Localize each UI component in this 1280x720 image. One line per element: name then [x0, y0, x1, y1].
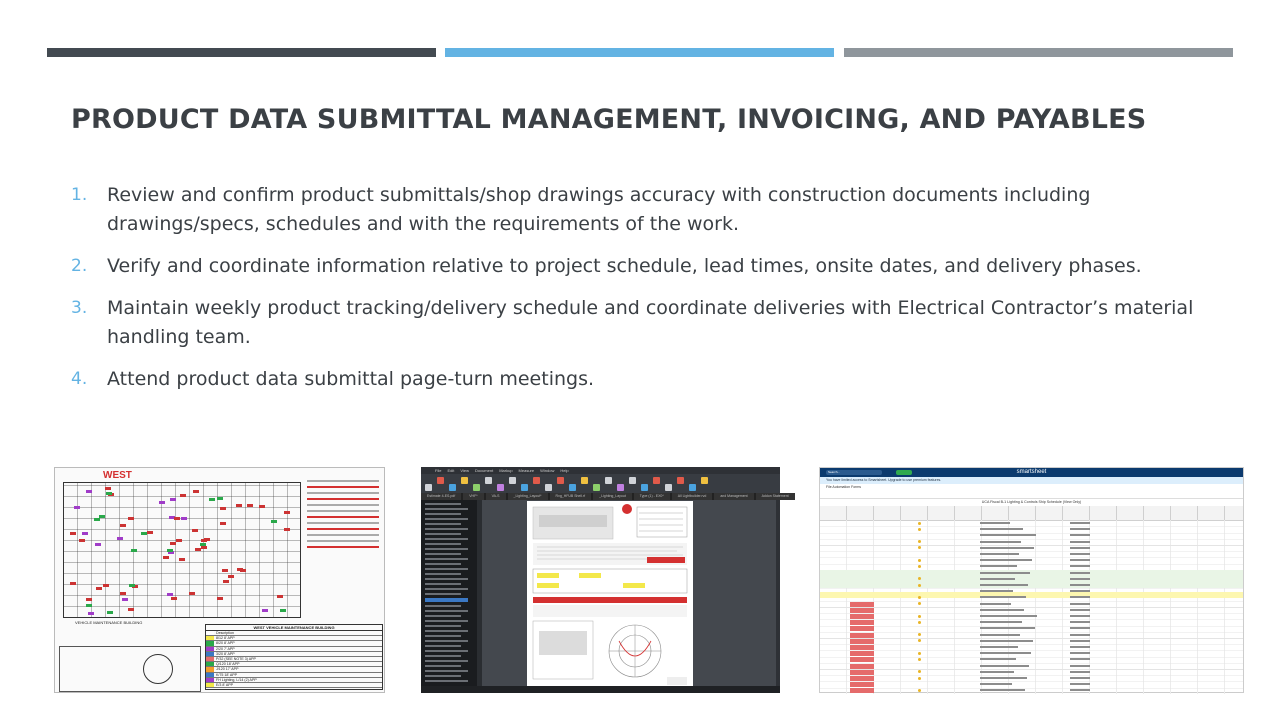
- late-flag-cell: [850, 682, 874, 687]
- row-highlight: [820, 592, 1243, 598]
- cell-text: [1070, 565, 1090, 567]
- sheet-name: UCA Fiscal B-1 Lighting & Controls Ship Schedule (View Only): [981, 500, 1082, 504]
- status-dot: [918, 565, 921, 568]
- late-flag-cell: [850, 620, 874, 625]
- fixture-mark: [220, 507, 226, 510]
- viewer-tool-icon[interactable]: [605, 477, 612, 484]
- fixture-mark: [70, 532, 76, 535]
- fixture-mark: [88, 612, 94, 615]
- cell-text: [1070, 590, 1090, 592]
- viewer-tool-icon[interactable]: [497, 484, 504, 491]
- pdf-viewer-thumbnail: [421, 467, 789, 693]
- markup-list-row[interactable]: [425, 593, 461, 595]
- viewer-menu-item[interactable]: File: [435, 468, 442, 473]
- status-dot: [918, 596, 921, 599]
- cell-text: [1070, 584, 1090, 586]
- accent-bar-blue: [445, 48, 834, 57]
- fixture-mark: [222, 569, 228, 572]
- fixture-mark: [193, 490, 199, 493]
- late-flag-cell: [850, 645, 874, 650]
- markup-list-row[interactable]: [425, 625, 461, 627]
- cell-text: [980, 565, 1017, 567]
- cell-text: [1070, 640, 1090, 642]
- viewer-tool-icon[interactable]: [425, 484, 432, 491]
- fixture-mark: [131, 549, 137, 552]
- viewer-menubar: [421, 467, 780, 474]
- cell-text: [980, 621, 1022, 623]
- late-flag-cell: [850, 633, 874, 638]
- viewer-tool-icon[interactable]: [521, 484, 528, 491]
- fixture-mark: [174, 517, 180, 520]
- cell-text: [1070, 658, 1090, 660]
- fixture-mark: [107, 611, 113, 614]
- markup-list-row[interactable]: [425, 513, 461, 515]
- list-item: [71, 365, 1221, 394]
- drawing-caption: VEHICLE MAINTENANCE BUILDING: [75, 620, 143, 625]
- status-dot: [918, 633, 921, 636]
- viewer-tool-icon[interactable]: [665, 484, 672, 491]
- list-text: Attend product data submittal page-turn meetings.: [107, 368, 595, 390]
- cell-text: [1070, 528, 1090, 530]
- viewer-tool-icon[interactable]: [461, 477, 468, 484]
- markup-list-row[interactable]: [425, 543, 461, 545]
- status-dot: [918, 689, 921, 692]
- cell-text: [980, 528, 1023, 530]
- cell-text: [980, 665, 1029, 667]
- list-text: Maintain weekly product tracking/delivery schedule and coordinate deliveries with Electrical Contractor’s material handling team.: [107, 297, 1194, 348]
- list-text: Review and confirm product submittals/shop drawings accuracy with construction documents including drawings/specs, schedules and with the requirements of the work.: [107, 184, 1091, 235]
- cell-text: [1070, 627, 1090, 629]
- fixture-mark: [122, 598, 128, 601]
- fixture-mark: [284, 528, 290, 531]
- markup-list-row[interactable]: [425, 533, 461, 535]
- markup-list-row[interactable]: [425, 598, 468, 602]
- cell-text: [980, 522, 1010, 524]
- fixture-mark: [120, 524, 126, 527]
- status-dot: [918, 602, 921, 605]
- markup-list-row[interactable]: [425, 655, 461, 657]
- fixture-table-row: E/3 8' APP: [206, 683, 382, 688]
- fixture-schedule-table: [205, 624, 383, 690]
- status-dot: [918, 584, 921, 587]
- fixture-mark: [86, 598, 92, 601]
- fixture-mark: [79, 539, 85, 542]
- late-flag-cell: [850, 688, 874, 693]
- viewer-tool-icon[interactable]: [701, 477, 708, 484]
- fixture-mark: [171, 597, 177, 600]
- viewer-tab[interactable]: Addon Statement: [756, 493, 795, 500]
- markup-list-row[interactable]: [425, 573, 461, 575]
- fixture-mark: [204, 538, 210, 541]
- markup-list-row[interactable]: [425, 635, 461, 637]
- fixture-mark: [237, 568, 243, 571]
- late-flag-cell: [850, 670, 874, 675]
- fixture-mark: [284, 511, 290, 514]
- cell-text: [980, 615, 1037, 617]
- slide-title: PRODUCT DATA SUBMITTAL MANAGEMENT, INVOICING, AND PAYABLES: [71, 104, 1147, 135]
- drawing-heading: WEST: [103, 470, 132, 481]
- viewer-tool-icon[interactable]: [545, 484, 552, 491]
- cell-text: [1070, 665, 1090, 667]
- sheet-grid: [820, 520, 1243, 694]
- markup-list-row[interactable]: [425, 615, 461, 617]
- viewer-menu-item[interactable]: Markup: [499, 468, 513, 473]
- cell-text: [980, 640, 1033, 642]
- cell-text: [980, 689, 1025, 691]
- viewer-tab[interactable]: VA-S: [486, 493, 506, 500]
- viewer-menu-item[interactable]: Document: [474, 468, 494, 473]
- status-dot: [918, 522, 921, 525]
- markup-list-row[interactable]: [425, 568, 468, 570]
- fixture-mark: [128, 517, 134, 520]
- cell-text: [980, 677, 1027, 679]
- list-item: [71, 294, 1221, 352]
- viewer-tool-icon[interactable]: [473, 484, 480, 491]
- viewer-tool-icon[interactable]: [677, 477, 684, 484]
- cell-text: [980, 578, 1015, 580]
- late-flag-cell: [850, 608, 874, 613]
- markup-list-row[interactable]: [425, 630, 468, 632]
- markup-list-row[interactable]: [425, 650, 468, 652]
- cell-text: [980, 541, 1021, 543]
- fixture-mark: [95, 543, 101, 546]
- fixture-mark: [277, 595, 283, 598]
- viewer-tool-icon[interactable]: [593, 484, 600, 491]
- viewer-tool-icon[interactable]: [449, 484, 456, 491]
- fixture-mark: [180, 494, 186, 497]
- viewer-tabs: [421, 493, 789, 500]
- markup-list-row[interactable]: [425, 645, 461, 647]
- viewer-tool-icon[interactable]: [581, 477, 588, 484]
- cell-text: [1070, 534, 1090, 536]
- viewer-tool-icon[interactable]: [617, 484, 624, 491]
- status-dot: [918, 621, 921, 624]
- app-name: smartsheet: [1016, 469, 1047, 475]
- cell-text: [980, 634, 1020, 636]
- sheet-menubar: File Automation Forms: [826, 485, 862, 489]
- markup-list-row[interactable]: [425, 503, 461, 505]
- status-dot: [918, 546, 921, 549]
- fixture-table-row: P/32 (SEE NOTE 3) APP: [206, 657, 382, 662]
- cell-text: [980, 652, 1031, 654]
- markup-list-row[interactable]: [425, 660, 468, 662]
- cell-text: [980, 627, 1035, 629]
- fixture-mark: [167, 549, 173, 552]
- late-flag-cell: [850, 657, 874, 662]
- sheet-header-row: [820, 506, 1243, 521]
- fixture-table-row: K/75 18' APP: [206, 673, 382, 678]
- viewer-tool-icon[interactable]: [641, 484, 648, 491]
- fixture-table-row: 3/20 8' APP: [206, 652, 382, 657]
- viewer-tab[interactable]: Estimate 4-ES.pdf: [421, 493, 461, 500]
- markup-list-row[interactable]: [425, 610, 468, 612]
- viewer-statusbar: [421, 686, 780, 693]
- cell-text: [980, 646, 1018, 648]
- viewer-tab[interactable]: Type (1) - EX0*: [634, 493, 670, 500]
- fixture-mark: [170, 498, 176, 501]
- viewer-tab[interactable]: All Lightbuilder.rvd: [672, 493, 713, 500]
- markup-list-row[interactable]: [425, 523, 461, 525]
- viewer-tool-icon[interactable]: [533, 477, 540, 484]
- fixture-table-row: Description: [206, 631, 382, 636]
- fixture-mark: [86, 604, 92, 607]
- fixture-mark: [228, 575, 234, 578]
- fixture-mark: [201, 546, 207, 549]
- late-flag-cell: [850, 639, 874, 644]
- markup-list-row[interactable]: [425, 508, 468, 510]
- floor-plan: [63, 482, 301, 618]
- smartsheet-topbar: [820, 468, 1243, 477]
- late-flag-cell: [850, 626, 874, 631]
- fixture-mark: [217, 597, 223, 600]
- fixture-mark: [163, 556, 169, 559]
- fixture-mark: [120, 592, 126, 595]
- fixture-mark: [99, 515, 105, 518]
- late-flag-cell: [850, 651, 874, 656]
- fixture-mark: [105, 487, 111, 490]
- fixture-mark: [117, 537, 123, 540]
- markup-list-row[interactable]: [425, 538, 468, 540]
- markup-list-row[interactable]: [425, 605, 461, 607]
- fixture-mark: [170, 542, 176, 545]
- markup-list-row[interactable]: [425, 578, 468, 580]
- list-number: 3.: [71, 298, 88, 318]
- cell-text: [1070, 603, 1090, 605]
- accent-bar-gray: [844, 48, 1233, 57]
- cell-text: [980, 534, 1036, 536]
- status-dot: [918, 528, 921, 531]
- fixture-mark: [129, 584, 135, 587]
- viewer-tab[interactable]: VHF*: [463, 493, 483, 500]
- cell-text: [980, 584, 1028, 586]
- status-dot: [918, 615, 921, 618]
- markup-list-row[interactable]: [425, 680, 468, 682]
- viewer-menu-item[interactable]: Measure: [518, 468, 535, 473]
- markup-list-row[interactable]: [425, 675, 461, 677]
- fixture-mark: [259, 505, 265, 508]
- cell-text: [980, 547, 1034, 549]
- row-highlight: [820, 570, 1243, 588]
- fixture-table-row: FH Lighting, L/14 (2) APP: [206, 678, 382, 683]
- submittal-page: [527, 501, 693, 689]
- late-flag-cell: [850, 614, 874, 619]
- list-item: [71, 181, 1221, 239]
- accent-bar-dark: [47, 48, 436, 57]
- viewer-tab[interactable]: _Lighting_Layout*: [508, 493, 548, 500]
- fixture-mark: [82, 532, 88, 535]
- fixture-mark: [181, 517, 187, 520]
- markup-list-row[interactable]: [425, 528, 468, 530]
- viewer-tab[interactable]: Rvg_HFUB Shell.rf: [550, 493, 592, 500]
- north-arrow-icon: [143, 654, 173, 684]
- markup-list-row[interactable]: [425, 620, 468, 622]
- markup-list-row[interactable]: [425, 670, 468, 672]
- fixture-mark: [74, 506, 80, 509]
- markup-list-row[interactable]: [425, 588, 468, 590]
- fixture-mark: [262, 609, 268, 612]
- cell-text: [1070, 541, 1090, 543]
- fixture-mark: [147, 531, 153, 534]
- viewer-tab[interactable]: _Lighting_Layout: [593, 493, 632, 500]
- markup-list-row[interactable]: [425, 640, 468, 642]
- fixture-table-row: 8/12 8' APP: [206, 636, 382, 641]
- viewer-menu-item[interactable]: View: [460, 468, 469, 473]
- cell-text: [1070, 677, 1090, 679]
- smartsheet-thumbnail: [819, 467, 1244, 693]
- cell-text: [1070, 609, 1090, 611]
- status-dot: [918, 559, 921, 562]
- fixture-mark: [271, 520, 277, 523]
- cell-text: [1070, 522, 1090, 524]
- viewer-menu-item[interactable]: Help: [560, 468, 569, 473]
- late-flag-cell: [850, 676, 874, 681]
- fixture-mark: [96, 587, 102, 590]
- list-item: [71, 252, 1221, 281]
- cell-text: [1070, 621, 1090, 623]
- fixture-table-row: Q/120 18' APP: [206, 662, 382, 667]
- viewer-tool-icon[interactable]: [569, 484, 576, 491]
- markup-list-row[interactable]: [425, 553, 461, 555]
- late-flag-cell: [850, 664, 874, 669]
- cell-text: [980, 671, 1014, 673]
- fixture-mark: [159, 501, 165, 504]
- fixture-table-row: J/120 17' APP: [206, 667, 382, 672]
- list-text: Verify and coordinate information relative to project schedule, lead times, onsite dates, and delivery phases.: [107, 255, 1142, 277]
- fixture-table-title: WEST VEHICLE MAINTENANCE BUILDING: [206, 625, 382, 631]
- cell-text: [980, 572, 1030, 574]
- late-flag-cell: [850, 602, 874, 607]
- cell-text: [1070, 652, 1090, 654]
- list-number: 2.: [71, 256, 88, 276]
- fixture-mark: [86, 490, 92, 493]
- title-block: [59, 646, 201, 692]
- viewer-menu-item[interactable]: Edit: [447, 468, 455, 473]
- markup-list-row[interactable]: [425, 583, 461, 585]
- cell-text: [1070, 547, 1090, 549]
- fixture-mark: [167, 593, 173, 596]
- cell-text: [1070, 615, 1090, 617]
- cell-text: [1070, 689, 1090, 691]
- drawing-notes: [307, 476, 379, 596]
- status-dot: [918, 540, 921, 543]
- fixture-mark: [223, 580, 229, 583]
- viewer-toolbar: [421, 474, 780, 493]
- fixture-mark: [220, 522, 226, 525]
- cell-text: [980, 658, 1016, 660]
- access-banner: You have limited access to Smartsheet. Upgrade to use premium features.: [820, 477, 1243, 484]
- fixture-mark: [176, 539, 182, 542]
- fixture-mark: [217, 497, 223, 500]
- cell-text: [1070, 683, 1090, 685]
- viewer-tool-icon[interactable]: [509, 477, 516, 484]
- status-dot: [918, 677, 921, 680]
- cell-text: [1070, 596, 1090, 598]
- fixture-mark: [70, 582, 76, 585]
- fixture-mark: [179, 558, 185, 561]
- viewer-menu-item[interactable]: Window: [540, 468, 555, 473]
- cell-text: [980, 596, 1026, 598]
- fixture-mark: [236, 504, 242, 507]
- viewer-tool-icon[interactable]: [689, 484, 696, 491]
- cell-text: [980, 590, 1013, 592]
- fixture-mark: [128, 608, 134, 611]
- fixture-mark: [103, 584, 109, 587]
- markup-list-row[interactable]: [425, 665, 461, 667]
- viewer-tool-icon[interactable]: [557, 477, 564, 484]
- cell-text: [980, 559, 1032, 561]
- cell-text: [1070, 578, 1090, 580]
- viewer-tool-icon[interactable]: [653, 477, 660, 484]
- cell-text: [1070, 553, 1090, 555]
- markup-list-row[interactable]: [425, 558, 468, 560]
- list-number: 1.: [71, 185, 88, 205]
- fixture-mark: [141, 532, 147, 535]
- submittal-page-content: [527, 501, 693, 689]
- fixture-mark: [280, 609, 286, 612]
- fixture-mark: [247, 504, 253, 507]
- cell-text: [1070, 559, 1090, 561]
- fixture-mark: [209, 498, 215, 501]
- cell-text: [1070, 634, 1090, 636]
- markup-list-row[interactable]: [425, 548, 468, 550]
- status-dot: [918, 670, 921, 673]
- list-number: 4.: [71, 369, 88, 389]
- fixture-mark: [195, 548, 201, 551]
- cell-text: [1070, 646, 1090, 648]
- fixture-mark: [192, 529, 198, 532]
- viewer-tool-icon[interactable]: [485, 477, 492, 484]
- fixture-mark: [189, 592, 195, 595]
- markup-list-row[interactable]: [425, 563, 461, 565]
- cell-text: [980, 603, 1011, 605]
- viewer-sidebar: [421, 500, 477, 686]
- bullet-list: [71, 181, 1221, 407]
- viewer-tab[interactable]: and Management: [714, 493, 753, 500]
- fixture-table-row: 8/20 8' APP: [206, 641, 382, 646]
- status-dot: [918, 639, 921, 642]
- status-dot: [918, 652, 921, 655]
- viewer-scrollbar[interactable]: [776, 500, 780, 686]
- cell-text: [1070, 572, 1090, 574]
- fixture-table-row: 2/20 7' APP: [206, 647, 382, 652]
- cell-text: [980, 609, 1024, 611]
- lighting-plan-thumbnail: [54, 467, 385, 693]
- fixture-mark: [106, 492, 112, 495]
- cell-text: [980, 553, 1019, 555]
- status-dot: [918, 658, 921, 661]
- markup-list-row[interactable]: [425, 518, 468, 520]
- search-input[interactable]: Search...: [826, 470, 882, 475]
- viewer-tool-icon[interactable]: [629, 477, 636, 484]
- viewer-tool-icon[interactable]: [437, 477, 444, 484]
- upgrade-button[interactable]: [896, 470, 912, 475]
- cell-text: [980, 683, 1012, 685]
- cell-text: [1070, 671, 1090, 673]
